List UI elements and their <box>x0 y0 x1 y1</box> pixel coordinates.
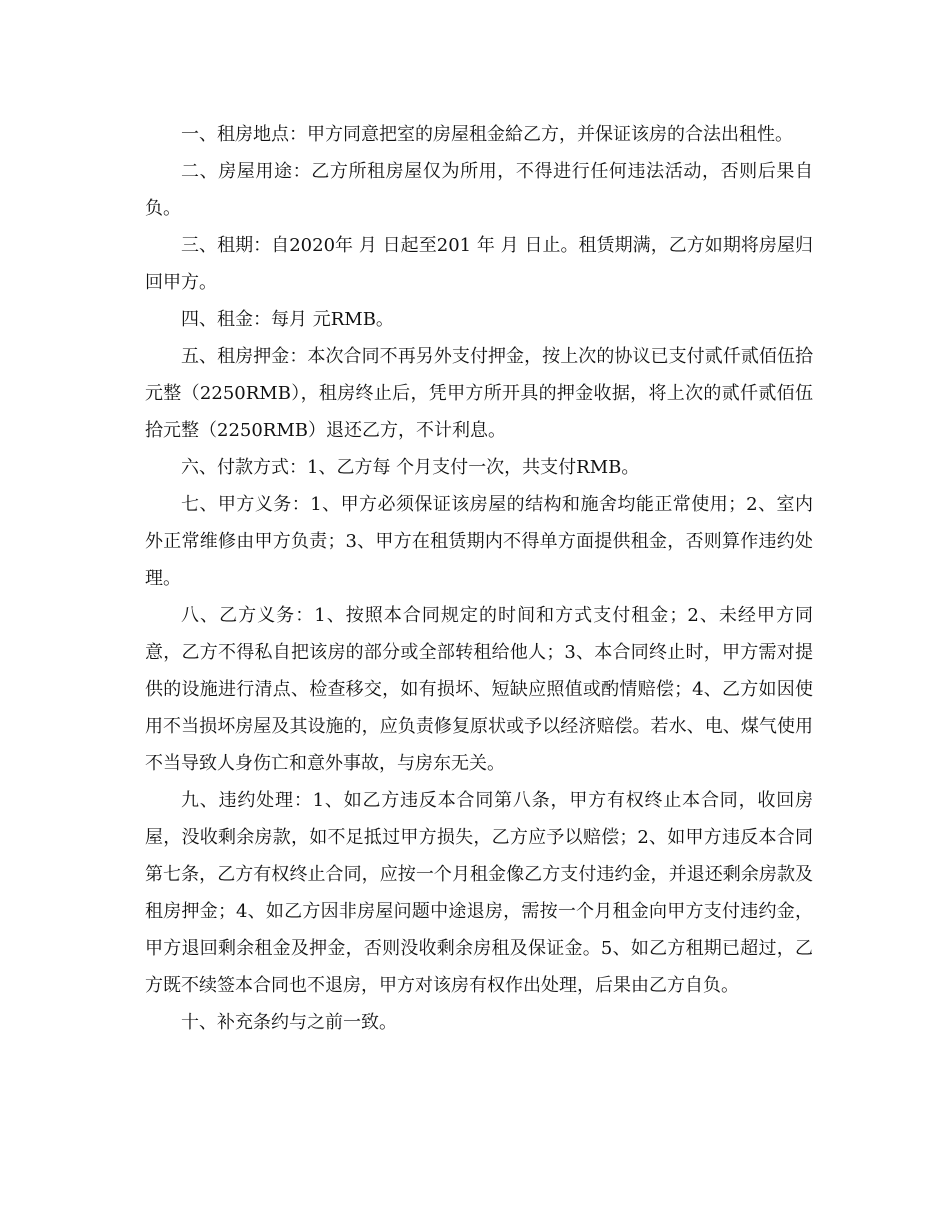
clause-5-deposit: 五、租房押金：本次合同不再另外支付押金，按上次的协议已支付贰仟贰佰伍拾元整（2250RMB），租房终止后，凭甲方所开具的押金收据，将上次的贰仟贰佰伍拾元整（2250RMB）退还乙方，不计利息。 <box>145 346 813 441</box>
clause-2-house-use: 二、房屋用途：乙方所租房屋仅为所用，不得进行任何违法活动，否则后果自负。 <box>145 161 813 219</box>
clause-4-rent: 四、租金：每月 元RMB。 <box>181 309 394 330</box>
document-body <box>145 116 813 1041</box>
clause-8-tenant-obligations: 八、乙方义务：1、按照本合同规定的时间和方式支付租金；2、未经甲方同意，乙方不得私自把该房的部分或全部转租给他人；3、本合同终止时，甲方需对提供的设施进行清点、检查移交，如有损坏、短缺应照值或酌情赔偿；4、乙方如因使用不当损坏房屋及其设施的，应负责修复原状或予以经济赔偿。若水、电、煤气使用不当导致人身伤亡和意外事故，与房东无关。 <box>145 605 813 774</box>
clause-3-lease-term: 三、租期：自2020年 月 日起至201 年 月 日止。租赁期满，乙方如期将房屋归回甲方。 <box>145 235 813 293</box>
clause-10-supplementary-terms: 十、补充条约与之前一致。 <box>181 1012 397 1033</box>
clause-1-rental-location: 一、租房地点：甲方同意把室的房屋租金給乙方，并保证该房的合法出租性。 <box>181 124 793 145</box>
clause-6-payment-method: 六、付款方式：1、乙方每 个月支付一次，共支付RMB。 <box>181 457 640 478</box>
clause-9-breach-handling: 九、违约处理：1、如乙方违反本合同第八条，甲方有权终止本合同，收回房屋，没收剩余房款，如不足抵过甲方损失，乙方应予以赔偿；2、如甲方违反本合同第七条，乙方有权终止合同，应按一个月租金像乙方支付违约金，并退还剩余房款及租房押金；4、如乙方因非房屋问题中途退房，需按一个月租金向甲方支付违约金，甲方退回剩余租金及押金，否则没收剩余房租及保证金。5、如乙方租期已超过，乙方既不续签本合同也不退房，甲方对该房有权作出处理，后果由乙方自负。 <box>145 790 813 996</box>
clause-7-landlord-obligations: 七、甲方义务：1、甲方必须保证该房屋的结构和施舍均能正常使用；2、室内外正常维修由甲方负责；3、甲方在租赁期内不得单方面提供租金，否则算作违约处理。 <box>145 494 813 589</box>
